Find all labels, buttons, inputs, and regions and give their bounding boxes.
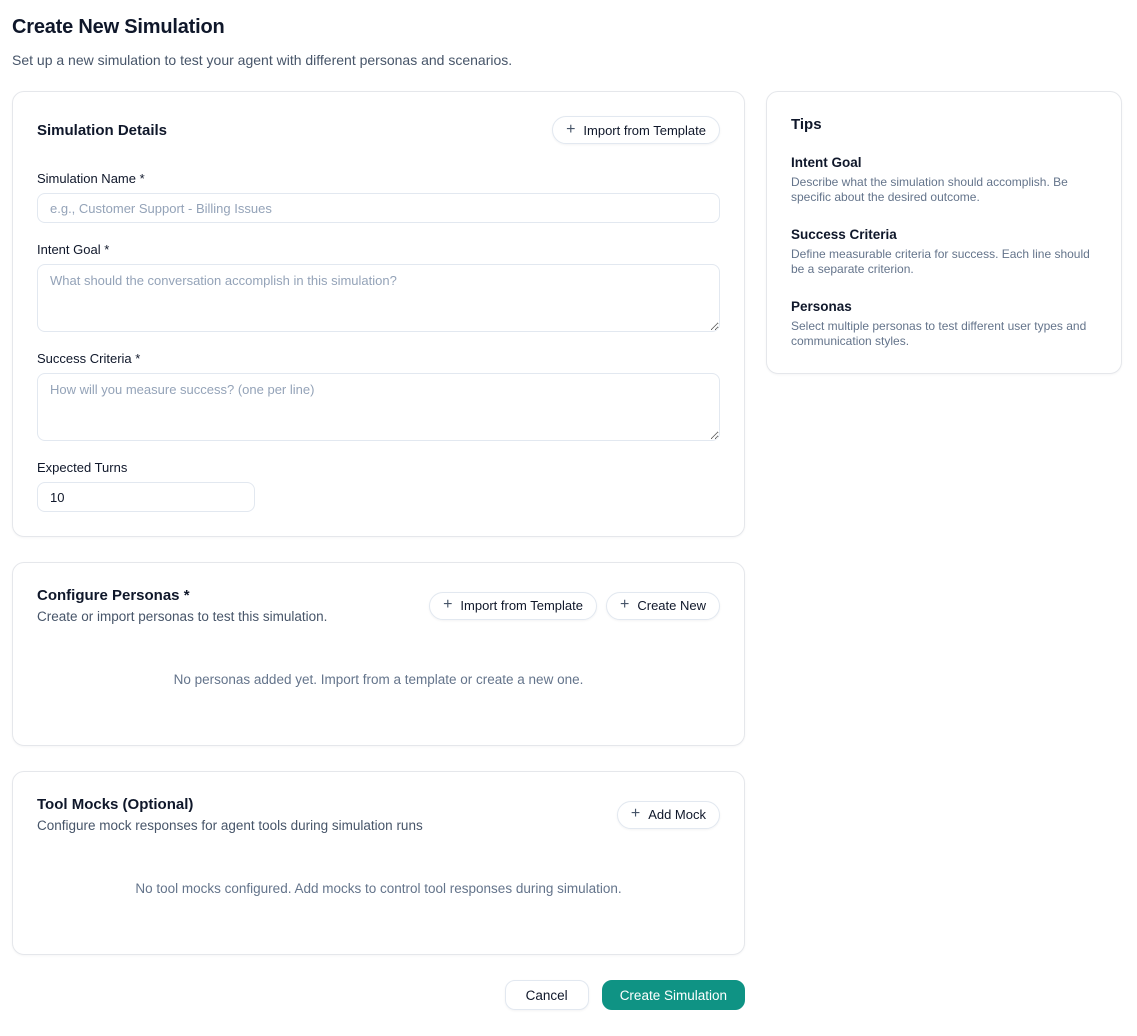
intent-goal-textarea[interactable] bbox=[37, 264, 720, 332]
personas-empty-state: No personas added yet. Import from a template or create a new one. bbox=[173, 672, 584, 687]
intent-goal-label: Intent Goal * bbox=[37, 242, 110, 257]
personas-create-new-button[interactable] bbox=[606, 592, 720, 620]
success-criteria-label: Success Criteria * bbox=[37, 351, 141, 366]
add-mock-button[interactable] bbox=[617, 801, 720, 829]
create-simulation-button[interactable]: Create Simulation bbox=[602, 980, 745, 1010]
plus-icon: + bbox=[443, 596, 453, 613]
tip-heading: Success Criteria bbox=[791, 227, 897, 242]
success-criteria-field-group bbox=[37, 351, 720, 441]
page-layout bbox=[12, 91, 1122, 1010]
tip-intent-goal bbox=[791, 155, 1097, 205]
personas-header-text bbox=[37, 587, 327, 624]
import-from-template-label: Import from Template bbox=[583, 122, 706, 138]
import-from-template-button[interactable] bbox=[552, 116, 720, 144]
expected-turns-label: Expected Turns bbox=[37, 460, 128, 475]
configure-personas-card bbox=[12, 562, 745, 746]
success-criteria-textarea[interactable] bbox=[37, 373, 720, 441]
plus-icon: + bbox=[630, 805, 641, 822]
tool-mocks-header-text bbox=[37, 796, 423, 833]
personas-import-from-template-button[interactable] bbox=[429, 592, 597, 620]
tool-mocks-title: Tool Mocks (Optional) bbox=[37, 796, 194, 813]
add-mock-label: Add Mock bbox=[648, 807, 706, 822]
tip-heading: Personas bbox=[791, 299, 852, 314]
simulation-details-title: Simulation Details bbox=[37, 121, 168, 139]
configure-personas-title: Configure Personas * bbox=[37, 587, 190, 604]
plus-icon: + bbox=[620, 596, 630, 613]
cancel-button[interactable]: Cancel bbox=[505, 980, 589, 1010]
tool-mocks-empty-state: No tool mocks configured. Add mocks to control tool responses during simulation. bbox=[135, 881, 622, 896]
tip-heading: Intent Goal bbox=[791, 155, 862, 170]
tips-title: Tips bbox=[791, 116, 822, 133]
page-title: Create New Simulation bbox=[12, 16, 225, 38]
configure-personas-subtitle: Create or import personas to test this simulation. bbox=[37, 609, 328, 624]
form-actions bbox=[12, 980, 745, 1010]
tip-body: Define measurable criteria for success. Each line should be a separate criterion. bbox=[791, 247, 1090, 276]
expected-turns-field-group bbox=[37, 460, 720, 512]
tip-body: Describe what the simulation should accomplish. Be specific about the desired outcome. bbox=[791, 175, 1068, 204]
tips-card bbox=[766, 91, 1122, 374]
intent-goal-field-group bbox=[37, 242, 720, 332]
personas-import-label: Import from Template bbox=[460, 598, 584, 613]
tip-personas bbox=[791, 299, 1097, 349]
personas-create-new-label: Create New bbox=[637, 598, 706, 613]
simulation-name-field-group bbox=[37, 171, 720, 223]
main-column bbox=[12, 91, 745, 1010]
tool-mocks-card bbox=[12, 771, 745, 955]
simulation-details-card bbox=[12, 91, 745, 537]
tip-body: Select multiple personas to test different user types and communication styles. bbox=[791, 319, 1087, 348]
tip-success-criteria bbox=[791, 227, 1097, 277]
tips-column bbox=[766, 91, 1122, 374]
expected-turns-input[interactable] bbox=[37, 482, 255, 512]
page-subtitle: Set up a new simulation to test your agent with different personas and scenarios. bbox=[12, 52, 513, 68]
plus-icon: + bbox=[566, 120, 576, 138]
simulation-name-input[interactable] bbox=[37, 193, 720, 223]
tool-mocks-subtitle: Configure mock responses for agent tools during simulation runs bbox=[37, 818, 423, 833]
simulation-name-label: Simulation Name * bbox=[37, 171, 145, 186]
